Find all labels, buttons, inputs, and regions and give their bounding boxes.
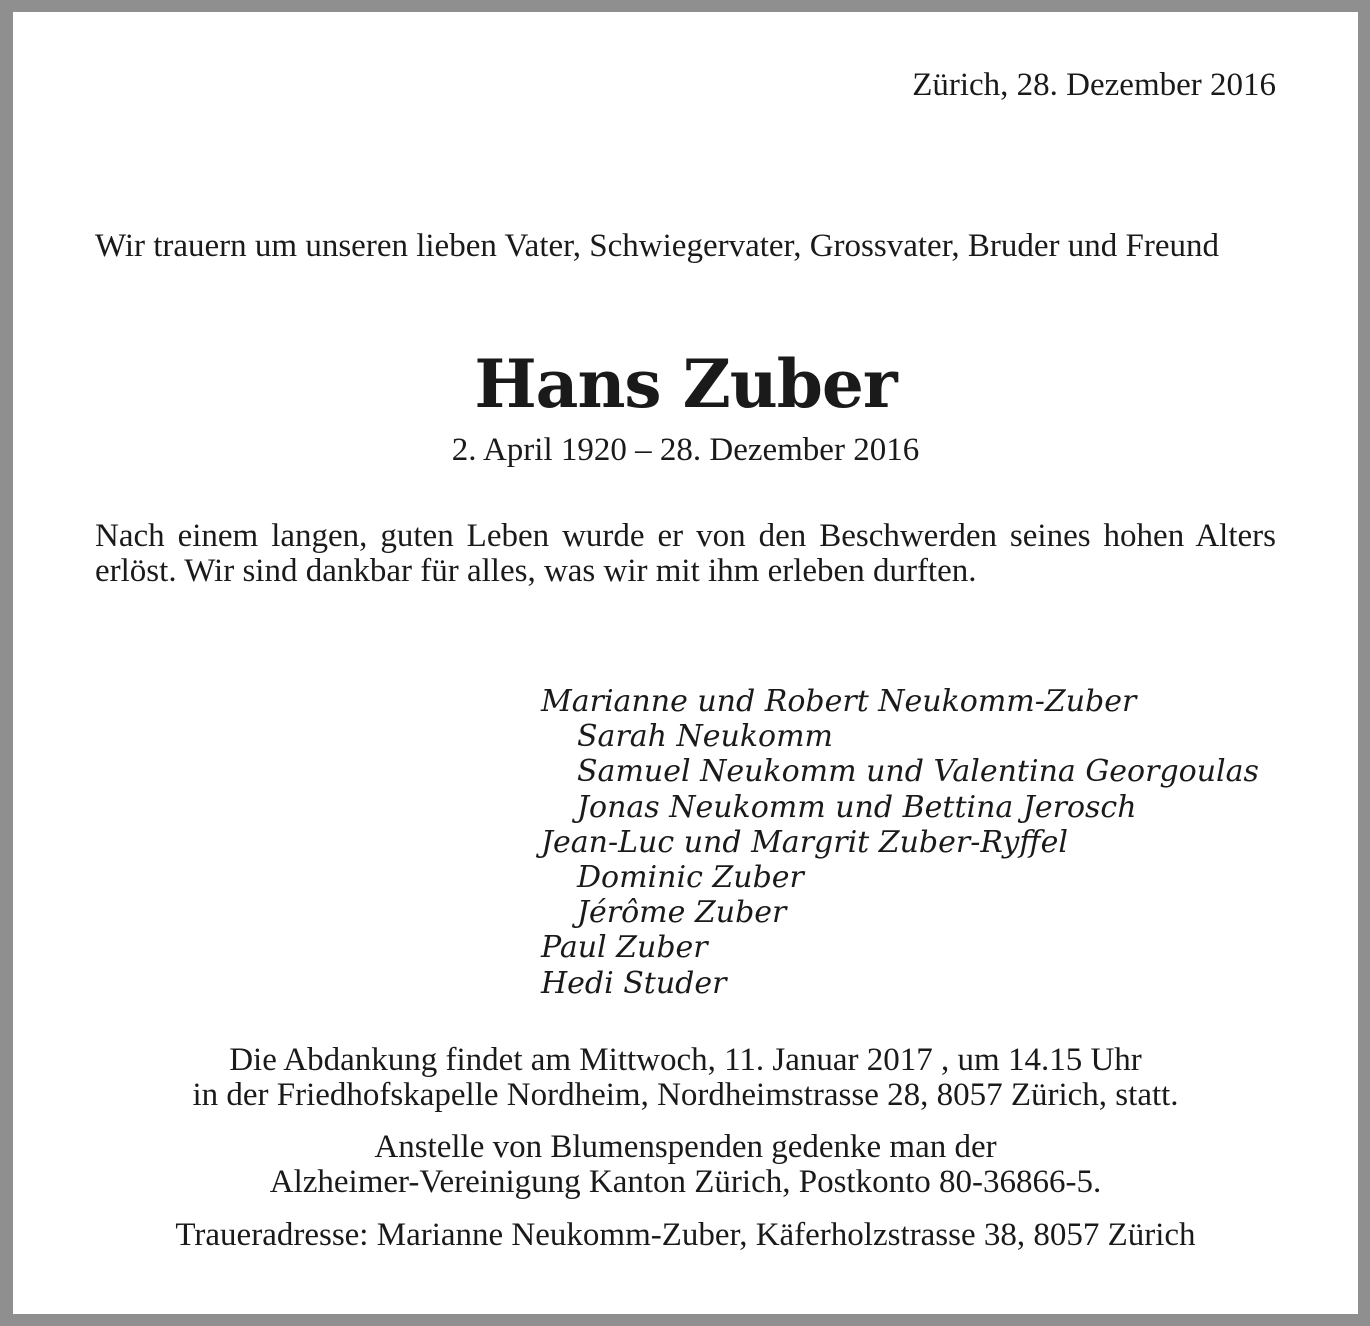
mourners-list <box>541 684 1259 1001</box>
mourner-entry: Samuel Neukomm und Valentina Georgoulas <box>577 754 1259 790</box>
donation-line-1: Anstelle von Blumenspenden gedenke man der <box>374 1129 997 1165</box>
mourner-entry: Jean-Luc und Margrit Zuber-Ryffel <box>541 824 1068 860</box>
ceremony-line-2: in der Friedhofskapelle Nordheim, Nordheimstrasse 28, 8057 Zürich, statt. <box>192 1077 1179 1113</box>
place-date: Zürich, 28. Dezember 2016 <box>912 67 1276 103</box>
mourner-entry: Hedi Studer <box>541 965 727 1001</box>
mourner-entry: Marianne und Robert Neukomm-Zuber <box>541 684 1137 719</box>
mourner-entry: Jérôme Zuber <box>577 895 787 931</box>
message-text: Nach einem langen, guten Leben wurde er von den Beschwerden seines hohen Alters erlöst. Wir sind dankbar für alles, was wir mit ihm erleben durften. <box>95 518 1276 589</box>
mourner-entry: Dominic Zuber <box>577 860 804 896</box>
mourner-entry: Sarah Neukomm <box>577 719 833 755</box>
intro-text: Wir trauern um unseren lieben Vater, Schwiegervater, Grossvater, Bruder und Freund <box>95 228 1219 264</box>
mourning-address: Traueradresse: Marianne Neukomm-Zuber, Käferholzstrasse 38, 8057 Zürich <box>175 1217 1196 1253</box>
donation-line-2: Alzheimer-Vereinigung Kanton Zürich, Postkonto 80-36866-5. <box>269 1164 1102 1200</box>
mourner-entry: Jonas Neukomm und Bettina Jerosch <box>577 789 1137 825</box>
life-dates: 2. April 1920 – 28. Dezember 2016 <box>451 432 920 468</box>
obituary-sheet <box>13 12 1358 1314</box>
ceremony-line-1: Die Abdankung findet am Mittwoch, 11. Januar 2017 , um 14.15 Uhr <box>229 1042 1142 1078</box>
mourner-entry: Paul Zuber <box>541 930 708 966</box>
deceased-name: Hans Zuber <box>474 345 897 423</box>
